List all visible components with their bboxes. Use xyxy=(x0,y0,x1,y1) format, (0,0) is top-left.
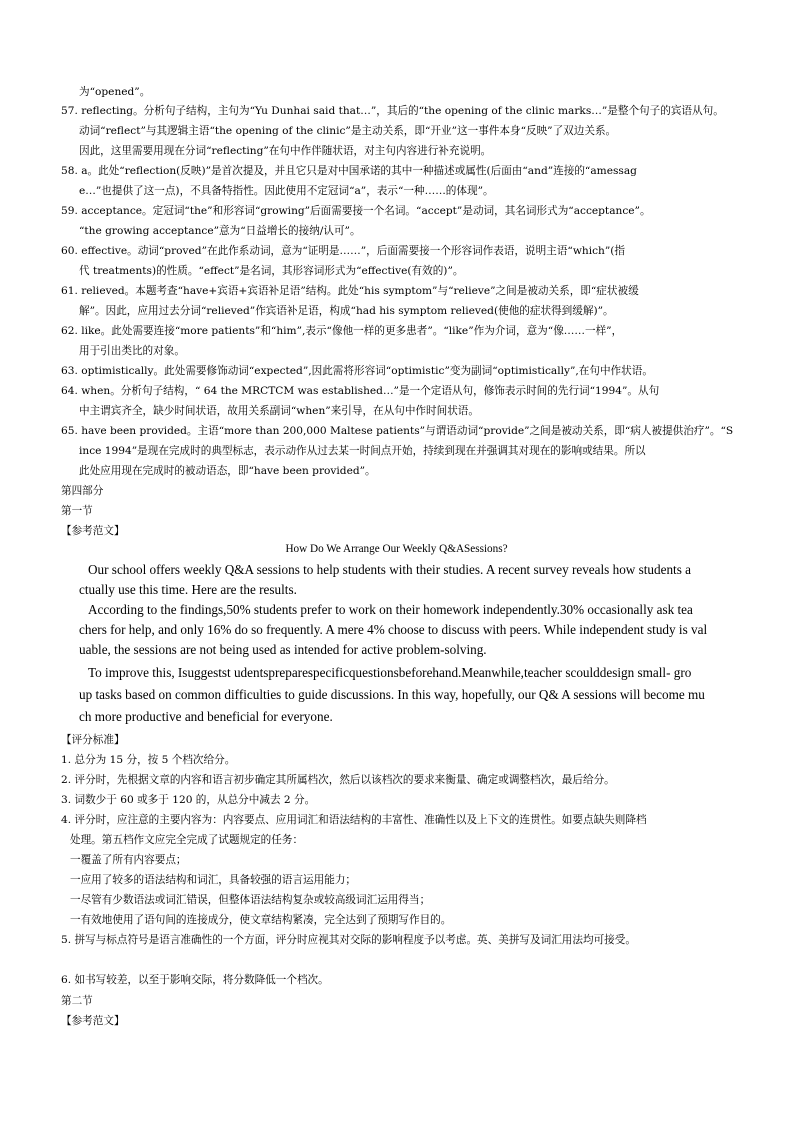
answer-62-line-2: 用于引出类比的对象。 xyxy=(79,345,185,357)
answer-64-line-1: 64. when。分析句子结构，“ 64 the MRCTCM was established…”是一个定语从句，修饰表示时间的先行词“1994”。从句 xyxy=(61,385,660,397)
reference-essay-label-2: 【参考范文】 xyxy=(61,1015,125,1027)
answer-57-line-1: 57. reflecting。分析句子结构，主句为“Yu Dunhai said that…”，其后的“the opening of the clinic marks…”是整个句子的宾语从句。 xyxy=(61,105,724,117)
answer-62-line-1: 62. like。此处需要连接“more patients”和“him”,表示“像他一样的更多患者”。“like”作为介词，意为“像……一样”， xyxy=(61,325,623,337)
criteria-sub-2: 一应用了较多的语法结构和词汇，具备较强的语言运用能力； xyxy=(70,874,357,886)
criteria-sub-3: 一尽管有少数语法或词汇错误，但整体语法结构复杂或较高级词汇运用得当； xyxy=(70,894,431,906)
answer-61-line-2: 解”。因此，应用过去分词“relieved”作宾语补足语，构成“had his symptom relieved(使他的症状得到缓解)”。 xyxy=(79,305,614,317)
criteria-item-4: 4. 评分时，应注意的主要内容为：内容要点、应用词汇和语法结构的丰富性、准确性以及上下文的连贯性。如要点缺失则降档 xyxy=(61,814,647,826)
answer-64-line-2: 中主谓宾齐全，缺少时间状语，故用关系副词“when”来引导，在从句中作时间状语。 xyxy=(79,405,479,417)
section-two-heading: 第二节 xyxy=(61,995,93,1007)
section-one-heading: 第一节 xyxy=(61,505,93,517)
essay-line-3: According to the findings,50% students prefer to work on their homework independently.30% occasionally ask tea xyxy=(88,602,693,617)
criteria-item-1: 1. 总分为 15 分，按 5 个档次给分。 xyxy=(61,754,236,766)
criteria-item-4-cont: 处理。第五档作文应完全完成了试题规定的任务： xyxy=(70,834,304,846)
criteria-item-5: 5. 拼写与标点符号是语言准确性的一个方面，评分时应视其对交际的影响程度予以考虑。英、美拼写及词汇用法均可接受。 xyxy=(61,934,636,946)
essay-line-7: up tasks based on common difficulties to guide discussions. In this way, hopefully, our Q& A sessions will become mu xyxy=(79,687,705,702)
criteria-sub-4: 一有效地使用了语句间的连接成分，使文章结构紧凑，完全达到了预期写作目的。 xyxy=(70,914,452,926)
answer-60-line-2: 代 treatments)的性质。“effect”是名词，其形容词形式为“effective(有效的)”。 xyxy=(79,265,464,277)
essay-line-1: Our school offers weekly Q&A sessions to help students with their studies. A recent survey reveals how students a xyxy=(88,562,691,577)
essay-line-5: uable, the sessions are not being used as intended for active problem-solving. xyxy=(79,642,487,657)
answer-58-line-2: e…”也提供了这一点)，不具备特指性。因此使用不定冠词“a”，表示“一种……的体现”。 xyxy=(79,185,494,197)
top-fragment: 为“opened”。 xyxy=(79,86,151,98)
answer-59-line-2: “the growing acceptance”意为“日益增长的接纳/认可”。 xyxy=(79,225,361,237)
answer-65-line-2: ince 1994”是现在完成时的典型标志，表示动作从过去某一时间点开始，持续到现在并强调其对现在的影响或结果。所以 xyxy=(79,445,646,457)
answer-63-line-1: 63. optimistically。此处需要修饰动词“expected”,因此需将形容词“optimistic”变为副词“optimistically”,在句中作状语。 xyxy=(61,365,653,377)
essay-title: How Do We Arrange Our Weekly Q&ASessions? xyxy=(285,543,508,555)
criteria-item-3: 3. 词数少于 60 或多于 120 的，从总分中减去 2 分。 xyxy=(61,794,316,806)
answer-61-line-1: 61. relieved。本题考查“have+宾语+宾语补足语”结构。此处“his symptom”与“relieve”之间是被动关系，即“症状被缓 xyxy=(61,285,639,297)
answer-59-line-1: 59. acceptance。定冠词“the”和形容词“growing”后面需要接一个名词。“accept”是动词，其名词形式为“acceptance”。 xyxy=(61,205,651,217)
answer-57-line-3: 因此，这里需要用现在分词“reflecting”在句中作伴随状语，对主句内容进行补充说明。 xyxy=(79,145,492,157)
essay-line-8: ch more productive and beneficial for everyone. xyxy=(79,709,333,724)
scoring-criteria-label: 【评分标准】 xyxy=(61,734,125,746)
essay-line-4: chers for help, and only 16% do so frequently. A mere 4% choose to discuss with peers. While independent study is val xyxy=(79,622,708,637)
part-four-heading: 第四部分 xyxy=(61,485,104,497)
criteria-item-2: 2. 评分时，先根据文章的内容和语言初步确定其所属档次，然后以该档次的要求来衡量、确定或调整档次，最后给分。 xyxy=(61,774,615,786)
answer-65-line-1: 65. have been provided。主语“more than 200,000 Maltese patients”与谓语动词“provide”之间是被动关系，即“病人被提供治疗”。“S xyxy=(61,425,734,437)
criteria-item-6: 6. 如书写较差，以至于影响交际，将分数降低一个档次。 xyxy=(61,974,329,986)
answer-57-line-2: 动词“reflect”与其逻辑主语“the opening of the clinic”是主动关系，即“开业”这一事件本身“反映”了双边关系。 xyxy=(79,125,617,137)
criteria-sub-1: 一覆盖了所有内容要点； xyxy=(70,854,187,866)
reference-essay-label: 【参考范文】 xyxy=(61,525,125,537)
answer-60-line-1: 60. effective。动词“proved”在此作系动词，意为“证明是……”，后面需要接一个形容词作表语，说明主语“which”(指 xyxy=(61,245,626,257)
essay-line-6: To improve this, Isuggestst udentspreparespecificquestionsbeforehand.Meanwhile,teacher scoulddesign small- gro xyxy=(88,665,692,680)
answer-65-line-3: 此处应用现在完成时的被动语态，即“have been provided”。 xyxy=(79,465,376,477)
essay-line-2: ctually use this time. Here are the results. xyxy=(79,582,297,597)
answer-58-line-1: 58. a。此处“reflection(反映)”是首次提及，并且它只是对中国承诺的其中一种描述或属性(后面由“and”连接的“amessag xyxy=(61,165,637,177)
